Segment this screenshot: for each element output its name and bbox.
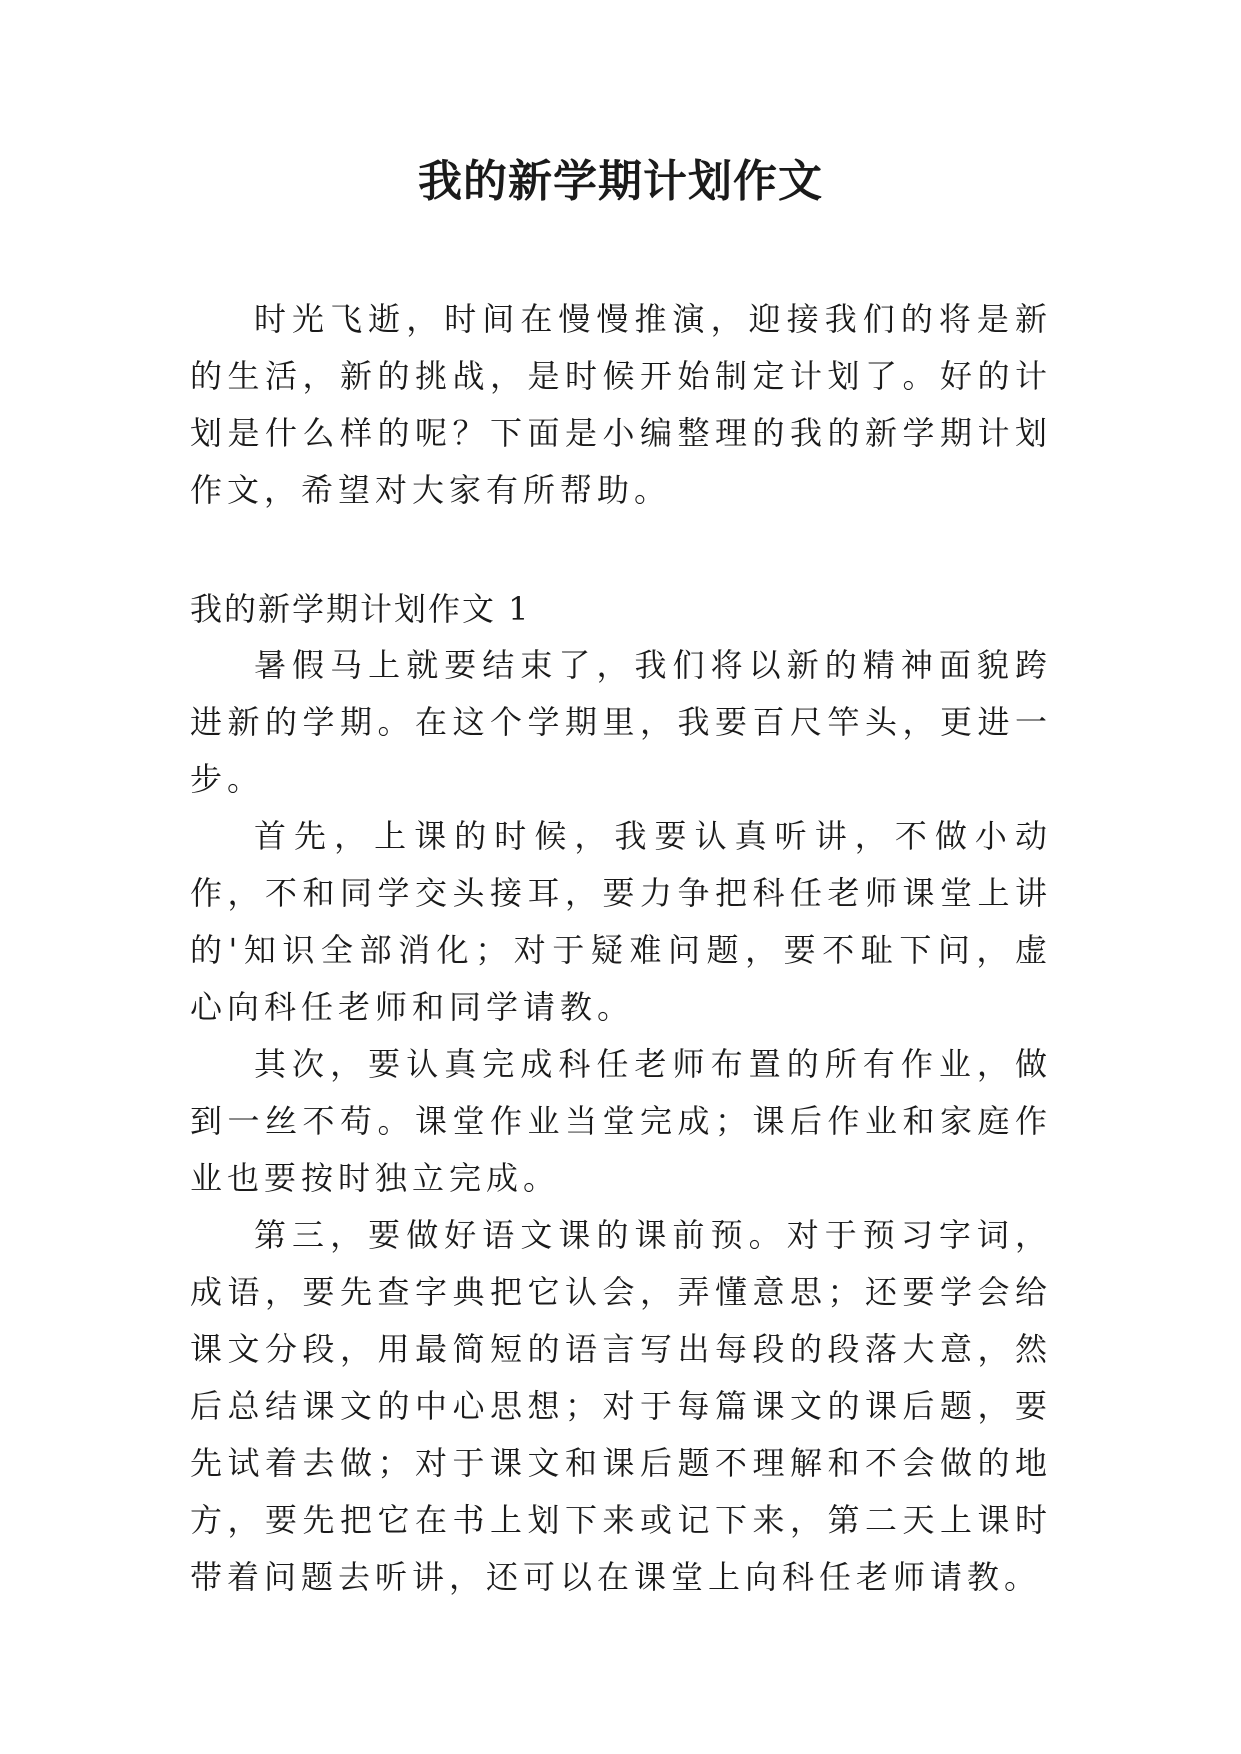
- paragraph-2: 首先，上课的时候，我要认真听讲，不做小动作，不和同学交头接耳，要力争把科任老师课堂上讲的'知识全部消化；对于疑难问题，要不耻下问，虚心向科任老师和同学请教。: [190, 817, 1052, 1026]
- paragraph-4: 第三，要做好语文课的课前预。对于预习字词，成语，要先查字典把它认会，弄懂意思；还要学会给课文分段，用最简短的语言写出每段的段落大意，然后总结课文的中心思想；对于每篇课文的课后题，要先试着去做；对于课文和课后题不理解和不会做的地方，要先把它在书上划下来或记下来，第二天上课时带着问题去听讲，还可以在课堂上向科任老师请教。: [190, 1216, 1052, 1596]
- intro-block: [190, 291, 1052, 519]
- intro-paragraph: 时光飞逝，时间在慢慢推演，迎接我们的将是新的生活，新的挑战，是时候开始制定计划了。好的计划是什么样的呢？下面是小编整理的我的新学期计划作文，希望对大家有所帮助。: [190, 300, 1052, 509]
- paragraph-3: 其次，要认真完成科任老师布置的所有作业，做到一丝不苟。课堂作业当堂完成；课后作业和家庭作业也要按时独立完成。: [190, 1045, 1052, 1197]
- section-heading: 我的新学期计划作文 1: [190, 590, 531, 628]
- section-body: [190, 637, 1052, 1606]
- paragraph-1: 暑假马上就要结束了，我们将以新的精神面貌跨进新的学期。在这个学期里，我要百尺竿头，更进一步。: [190, 646, 1052, 798]
- document-title: 我的新学期计划作文: [418, 156, 823, 207]
